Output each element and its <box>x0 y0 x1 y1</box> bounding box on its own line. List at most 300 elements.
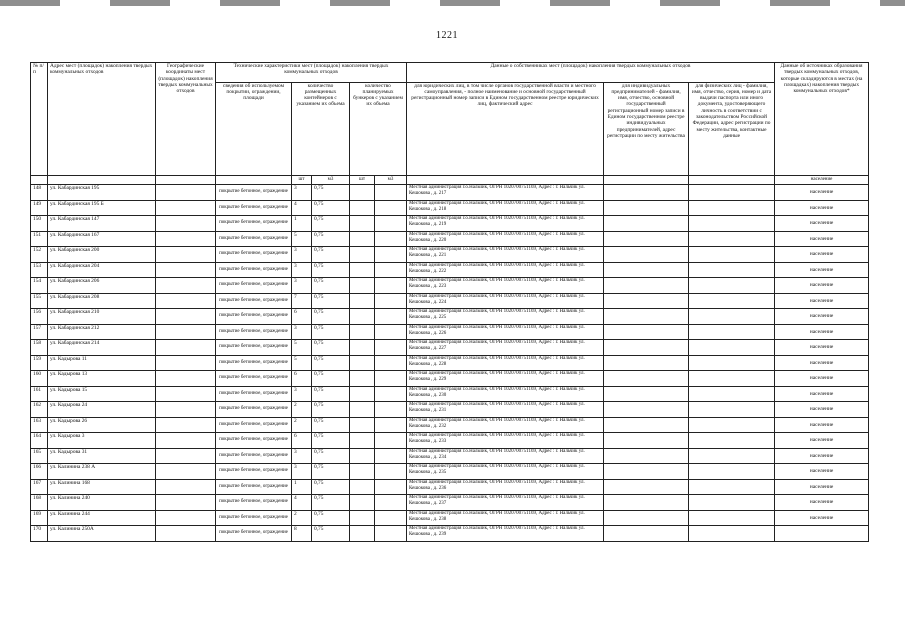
row-number: 162 <box>31 402 48 418</box>
row-owner-person <box>689 216 775 232</box>
row-planned-volume <box>375 526 407 542</box>
row-owner-legal: Местная администрация г.о.Нальчик, ОГРН 1020700751169, Адрес : г. Нальчик ул. Кешокова , д. 236 <box>407 479 604 495</box>
row-planned-count <box>350 247 375 263</box>
row-container-volume: 0,75 <box>312 200 350 216</box>
row-address: ул. Кадырова 13 <box>48 371 156 387</box>
row-owner-legal: Местная администрация г.о.Нальчик, ОГРН 1020700751169, Адрес : г. Нальчик ул. Кешокова , д. 229 <box>407 371 604 387</box>
row-geo <box>156 510 216 526</box>
row-surface: покрытие бетонное, ограждение <box>216 200 292 216</box>
row-container-volume: 0,75 <box>312 309 350 325</box>
row-container-count: 3 <box>292 324 312 340</box>
row-source <box>775 526 869 542</box>
row-geo <box>156 309 216 325</box>
header-tech-planned: количество планируемых бункеров с указанием их объема <box>350 82 407 175</box>
unit-placed-m3: м3 <box>312 176 350 185</box>
row-planned-count <box>350 371 375 387</box>
table-row <box>31 324 869 340</box>
row-geo <box>156 340 216 356</box>
row-owner-person <box>689 464 775 480</box>
row-source: население <box>775 433 869 449</box>
row-surface: покрытие бетонное, ограждение <box>216 433 292 449</box>
row-planned-count <box>350 355 375 371</box>
row-owner-ip <box>604 510 689 526</box>
row-owner-ip <box>604 433 689 449</box>
units-blank <box>689 176 775 185</box>
row-owner-person <box>689 386 775 402</box>
row-surface: покрытие бетонное, ограждение <box>216 340 292 356</box>
row-owner-legal: Местная администрация г.о.Нальчик, ОГРН 1020700751169, Адрес : г. Нальчик ул. Кешокова , д. 217 <box>407 185 604 201</box>
row-container-volume: 0,75 <box>312 355 350 371</box>
row-surface: покрытие бетонное, ограждение <box>216 216 292 232</box>
row-source: население <box>775 495 869 511</box>
row-container-volume: 0,75 <box>312 402 350 418</box>
row-owner-legal: Местная администрация г.о.Нальчик, ОГРН 1020700751169, Адрес : г. Нальчик ул. Кешокова , д. 225 <box>407 309 604 325</box>
table-row <box>31 247 869 263</box>
row-surface: покрытие бетонное, ограждение <box>216 185 292 201</box>
table-row <box>31 293 869 309</box>
row-source: население <box>775 448 869 464</box>
row-owner-person <box>689 200 775 216</box>
row-container-volume: 0,75 <box>312 526 350 542</box>
row-planned-volume <box>375 324 407 340</box>
row-number: 163 <box>31 417 48 433</box>
row-owner-ip <box>604 200 689 216</box>
units-blank <box>156 176 216 185</box>
row-source: население <box>775 278 869 294</box>
row-address: ул. Кабардинская 147 <box>48 216 156 232</box>
table-row <box>31 510 869 526</box>
row-container-volume: 0,75 <box>312 231 350 247</box>
row-owner-ip <box>604 278 689 294</box>
row-container-count: 1 <box>292 216 312 232</box>
row-container-count: 3 <box>292 247 312 263</box>
row-number: 166 <box>31 464 48 480</box>
table-row <box>31 479 869 495</box>
header-owner-person: для физических лиц - фамилия, имя, отчество, серия, номер и дата выдачи паспорта или иного документа, удостоверяющего личность в соответствии с законодательством Российской Федерации, адрес регистрации по месту жительства, контактные данные <box>689 82 775 175</box>
row-planned-count <box>350 324 375 340</box>
table-row <box>31 262 869 278</box>
row-owner-person <box>689 402 775 418</box>
row-source: население <box>775 231 869 247</box>
row-container-volume: 0,75 <box>312 262 350 278</box>
row-container-count: 4 <box>292 200 312 216</box>
row-planned-count <box>350 479 375 495</box>
table-row <box>31 417 869 433</box>
row-address: ул. Кабардинская 210 <box>48 309 156 325</box>
row-geo <box>156 402 216 418</box>
row-planned-count <box>350 278 375 294</box>
row-number: 150 <box>31 216 48 232</box>
row-number: 165 <box>31 448 48 464</box>
row-container-count: 2 <box>292 417 312 433</box>
row-owner-legal: Местная администрация г.о.Нальчик, ОГРН 1020700751169, Адрес : г. Нальчик ул. Кешокова , д. 218 <box>407 200 604 216</box>
row-container-count: 5 <box>292 355 312 371</box>
units-blank <box>407 176 604 185</box>
row-address: ул. Кабардинская 167 <box>48 231 156 247</box>
header-col-no: № п/п <box>31 63 48 176</box>
row-container-count: 6 <box>292 433 312 449</box>
row-address: ул. Кабардинская 204 <box>48 262 156 278</box>
row-source: население <box>775 386 869 402</box>
row-owner-ip <box>604 402 689 418</box>
row-surface: покрытие бетонное, ограждение <box>216 278 292 294</box>
row-owner-person <box>689 495 775 511</box>
units-blank <box>604 176 689 185</box>
row-source: население <box>775 216 869 232</box>
row-owner-legal: Местная администрация г.о.Нальчик, ОГРН 1020700751169, Адрес : г. Нальчик ул. Кешокова , д. 238 <box>407 510 604 526</box>
row-number: 154 <box>31 278 48 294</box>
table-row <box>31 278 869 294</box>
row-geo <box>156 355 216 371</box>
row-source: население <box>775 479 869 495</box>
row-planned-count <box>350 231 375 247</box>
row-surface: покрытие бетонное, ограждение <box>216 417 292 433</box>
row-owner-person <box>689 231 775 247</box>
row-planned-volume <box>375 293 407 309</box>
row-planned-count <box>350 464 375 480</box>
unit-planned-pcs: шт <box>350 176 375 185</box>
row-geo <box>156 324 216 340</box>
row-planned-volume <box>375 185 407 201</box>
row-surface: покрытие бетонное, ограждение <box>216 526 292 542</box>
row-container-volume: 0,75 <box>312 278 350 294</box>
row-source: население <box>775 324 869 340</box>
row-owner-person <box>689 185 775 201</box>
row-surface: покрытие бетонное, ограждение <box>216 355 292 371</box>
units-blank <box>48 176 156 185</box>
row-address: ул. Кадырова 31 <box>48 448 156 464</box>
row-owner-ip <box>604 371 689 387</box>
row-container-count: 6 <box>292 371 312 387</box>
table-header <box>31 63 869 185</box>
row-container-count: 6 <box>292 309 312 325</box>
table-row <box>31 526 869 542</box>
row-planned-volume <box>375 216 407 232</box>
row-planned-count <box>350 417 375 433</box>
row-source: население <box>775 262 869 278</box>
row-address: ул. Кабардинская 208 <box>48 293 156 309</box>
row-owner-legal: Местная администрация г.о.Нальчик, ОГРН 1020700751169, Адрес : г. Нальчик ул. Кешокова , д. 237 <box>407 495 604 511</box>
table-row <box>31 185 869 201</box>
row-surface: покрытие бетонное, ограждение <box>216 464 292 480</box>
row-address: ул. Кадырова 3 <box>48 433 156 449</box>
row-container-volume: 0,75 <box>312 495 350 511</box>
row-owner-person <box>689 479 775 495</box>
row-planned-volume <box>375 417 407 433</box>
row-number: 148 <box>31 185 48 201</box>
row-geo <box>156 293 216 309</box>
row-owner-ip <box>604 355 689 371</box>
row-surface: покрытие бетонное, ограждение <box>216 247 292 263</box>
row-planned-count <box>350 510 375 526</box>
row-owner-legal: Местная администрация г.о.Нальчик, ОГРН 1020700751169, Адрес : г. Нальчик ул. Кешокова , д. 231 <box>407 402 604 418</box>
row-planned-count <box>350 309 375 325</box>
row-source: население <box>775 200 869 216</box>
row-number: 170 <box>31 526 48 542</box>
row-owner-ip <box>604 247 689 263</box>
row-source: население <box>775 185 869 201</box>
table-row <box>31 355 869 371</box>
row-surface: покрытие бетонное, ограждение <box>216 448 292 464</box>
row-planned-volume <box>375 386 407 402</box>
row-owner-person <box>689 510 775 526</box>
row-address: ул. Кадырова 24 <box>48 402 156 418</box>
row-owner-person <box>689 526 775 542</box>
row-owner-person <box>689 417 775 433</box>
row-surface: покрытие бетонное, ограждение <box>216 495 292 511</box>
table-row <box>31 448 869 464</box>
row-number: 155 <box>31 293 48 309</box>
registry-table-sheet <box>30 62 868 542</box>
row-source: население <box>775 417 869 433</box>
row-owner-ip <box>604 231 689 247</box>
row-address: ул. Кадырова 26 <box>48 417 156 433</box>
row-owner-ip <box>604 448 689 464</box>
row-geo <box>156 386 216 402</box>
table-body <box>31 185 869 542</box>
row-owner-ip <box>604 185 689 201</box>
row-address: ул. Кадырова 15 <box>48 386 156 402</box>
row-number: 167 <box>31 479 48 495</box>
row-owner-legal: Местная администрация г.о.Нальчик, ОГРН 1020700751169, Адрес : г. Нальчик ул. Кешокова , д. 232 <box>407 417 604 433</box>
row-container-count: 8 <box>292 526 312 542</box>
row-planned-volume <box>375 448 407 464</box>
row-owner-ip <box>604 262 689 278</box>
row-owner-legal: Местная администрация г.о.Нальчик, ОГРН 1020700751169, Адрес : г. Нальчик ул. Кешокова , д. 220 <box>407 231 604 247</box>
row-address: ул. Кабардинская 195 Б <box>48 200 156 216</box>
table-row <box>31 464 869 480</box>
units-blank <box>216 176 292 185</box>
row-owner-person <box>689 355 775 371</box>
row-surface: покрытие бетонное, ограждение <box>216 510 292 526</box>
row-owner-ip <box>604 340 689 356</box>
row-address: ул. Калинина 244 <box>48 510 156 526</box>
row-container-count: 5 <box>292 231 312 247</box>
row-surface: покрытие бетонное, ограждение <box>216 293 292 309</box>
row-owner-person <box>689 247 775 263</box>
row-address: ул. Кабардинская 212 <box>48 324 156 340</box>
row-container-volume: 0,75 <box>312 510 350 526</box>
row-planned-volume <box>375 464 407 480</box>
row-owner-legal: Местная администрация г.о.Нальчик, ОГРН 1020700751169, Адрес : г. Нальчик ул. Кешокова , д. 222 <box>407 262 604 278</box>
row-number: 161 <box>31 386 48 402</box>
row-owner-person <box>689 340 775 356</box>
row-container-volume: 0,75 <box>312 324 350 340</box>
header-owner-legal: для юридических лиц, в том числе органов государственной власти и местного самоуправления, - полное наименование и основной государственный регистрационный номер записи в Едином государственном реестре юридических лиц, фактический адрес <box>407 82 604 175</box>
row-owner-person <box>689 278 775 294</box>
row-container-count: 7 <box>292 293 312 309</box>
row-container-volume: 0,75 <box>312 448 350 464</box>
row-number: 158 <box>31 340 48 356</box>
row-container-count: 2 <box>292 402 312 418</box>
scan-edge <box>0 0 905 6</box>
row-container-volume: 0,75 <box>312 464 350 480</box>
row-owner-ip <box>604 479 689 495</box>
row-owner-legal: Местная администрация г.о.Нальчик, ОГРН 1020700751169, Адрес : г. Нальчик ул. Кешокова , д. 228 <box>407 355 604 371</box>
unit-placed-pcs: шт <box>292 176 312 185</box>
row-geo <box>156 231 216 247</box>
row-planned-count <box>350 340 375 356</box>
row-planned-volume <box>375 355 407 371</box>
row-number: 157 <box>31 324 48 340</box>
row-container-volume: 0,75 <box>312 185 350 201</box>
row-planned-volume <box>375 309 407 325</box>
row-owner-legal: Местная администрация г.о.Нальчик, ОГРН 1020700751169, Адрес : г. Нальчик ул. Кешокова , д. 224 <box>407 293 604 309</box>
row-owner-ip <box>604 495 689 511</box>
row-planned-count <box>350 386 375 402</box>
row-source: население <box>775 309 869 325</box>
row-container-count: 3 <box>292 464 312 480</box>
row-surface: покрытие бетонное, ограждение <box>216 386 292 402</box>
header-col-tech: Технические характеристики мест (площадок) накопления твердых коммунальных отходов <box>216 63 407 83</box>
row-planned-count <box>350 185 375 201</box>
row-owner-legal: Местная администрация г.о.Нальчик, ОГРН 1020700751169, Адрес : г. Нальчик ул. Кешокова , д. 221 <box>407 247 604 263</box>
row-geo <box>156 200 216 216</box>
row-geo <box>156 371 216 387</box>
header-col-sources: Данные об источниках образования твердых коммунальных отходов, которые складируются в местах (на площадках) накопления твердых коммунальных отходов* <box>775 63 869 176</box>
row-container-volume: 0,75 <box>312 293 350 309</box>
row-number: 169 <box>31 510 48 526</box>
row-geo <box>156 479 216 495</box>
row-planned-volume <box>375 340 407 356</box>
row-container-volume: 0,75 <box>312 417 350 433</box>
row-planned-volume <box>375 433 407 449</box>
row-container-volume: 0,75 <box>312 479 350 495</box>
row-surface: покрытие бетонное, ограждение <box>216 479 292 495</box>
row-number: 152 <box>31 247 48 263</box>
row-planned-count <box>350 262 375 278</box>
row-container-count: 3 <box>292 278 312 294</box>
row-number: 159 <box>31 355 48 371</box>
row-geo <box>156 526 216 542</box>
row-surface: покрытие бетонное, ограждение <box>216 231 292 247</box>
table-row <box>31 371 869 387</box>
row-owner-person <box>689 448 775 464</box>
row-owner-ip <box>604 309 689 325</box>
row-planned-count <box>350 216 375 232</box>
row-source: население <box>775 371 869 387</box>
row-address: ул. Калинина 238 А <box>48 464 156 480</box>
row-number: 160 <box>31 371 48 387</box>
row-owner-legal: Местная администрация г.о.Нальчик, ОГРН 1020700751169, Адрес : г. Нальчик ул. Кешокова , д. 226 <box>407 324 604 340</box>
row-planned-count <box>350 448 375 464</box>
table-row <box>31 386 869 402</box>
header-col-owners: Данные о собственниках мест (площадок) накопления твердых коммунальных отходов <box>407 63 775 83</box>
row-owner-legal: Местная администрация г.о.Нальчик, ОГРН 1020700751169, Адрес : г. Нальчик ул. Кешокова , д. 234 <box>407 448 604 464</box>
header-owner-ip: для индивидуальных предпринимателей - фамилия, имя, отчество, основной государственный регистрационный номер записи в Едином государственном реестре индивидуальных предпринимателей, адрес регистрации по месту жительства <box>604 82 689 175</box>
row-owner-ip <box>604 464 689 480</box>
unit-planned-m3: м3 <box>375 176 407 185</box>
row-geo <box>156 495 216 511</box>
row-owner-ip <box>604 526 689 542</box>
row-owner-legal: Местная администрация г.о.Нальчик, ОГРН 1020700751169, Адрес : г. Нальчик ул. Кешокова , д. 223 <box>407 278 604 294</box>
row-container-volume: 0,75 <box>312 340 350 356</box>
row-geo <box>156 262 216 278</box>
row-planned-volume <box>375 371 407 387</box>
row-container-count: 3 <box>292 262 312 278</box>
row-planned-volume <box>375 278 407 294</box>
row-owner-legal: Местная администрация г.о.Нальчик, ОГРН 1020700751169, Адрес : г. Нальчик ул. Кешокова , д. 227 <box>407 340 604 356</box>
row-planned-volume <box>375 231 407 247</box>
row-surface: покрытие бетонное, ограждение <box>216 309 292 325</box>
row-planned-volume <box>375 402 407 418</box>
row-address: ул. Кабардинская 195 <box>48 185 156 201</box>
row-address: ул. Кадырова 11 <box>48 355 156 371</box>
row-planned-volume <box>375 510 407 526</box>
row-source: население <box>775 340 869 356</box>
row-surface: покрытие бетонное, ограждение <box>216 402 292 418</box>
row-source: население <box>775 355 869 371</box>
header-tech-surface: сведения об используемом покрытии, ограждении, площади <box>216 82 292 175</box>
row-owner-legal: Местная администрация г.о.Нальчик, ОГРН 1020700751169, Адрес : г. Нальчик ул. Кешокова , д. 219 <box>407 216 604 232</box>
row-owner-person <box>689 293 775 309</box>
row-owner-person <box>689 371 775 387</box>
page-number: 1221 <box>436 30 458 41</box>
row-address: ул. Калинина 168 <box>48 479 156 495</box>
row-address: ул. Кабардинская 200 <box>48 247 156 263</box>
row-owner-ip <box>604 417 689 433</box>
header-tech-placed: количество размещенных контейнеров с указанием их объема <box>292 82 350 175</box>
first-row-source: население <box>775 176 869 185</box>
header-col-address: Адрес мест (площадок) накопления твердых коммунальных отходов <box>48 63 156 176</box>
row-geo <box>156 417 216 433</box>
row-geo <box>156 278 216 294</box>
row-number: 149 <box>31 200 48 216</box>
header-col-geo: Географические координаты мест (площадок) накопления твердых коммунальных отходов <box>156 63 216 176</box>
row-address: ул. Калинина 250А <box>48 526 156 542</box>
row-container-count: 2 <box>292 510 312 526</box>
row-container-volume: 0,75 <box>312 386 350 402</box>
row-planned-volume <box>375 247 407 263</box>
row-number: 153 <box>31 262 48 278</box>
row-planned-volume <box>375 200 407 216</box>
row-planned-count <box>350 433 375 449</box>
row-planned-count <box>350 200 375 216</box>
row-number: 168 <box>31 495 48 511</box>
row-owner-legal: Местная администрация г.о.Нальчик, ОГРН 1020700751169, Адрес : г. Нальчик ул. Кешокова , д. 233 <box>407 433 604 449</box>
row-planned-count <box>350 293 375 309</box>
registry-table <box>30 62 869 542</box>
table-row <box>31 495 869 511</box>
row-planned-volume <box>375 495 407 511</box>
row-number: 151 <box>31 231 48 247</box>
row-surface: покрытие бетонное, ограждение <box>216 262 292 278</box>
units-blank <box>31 176 48 185</box>
row-container-count: 1 <box>292 479 312 495</box>
row-number: 164 <box>31 433 48 449</box>
row-container-volume: 0,75 <box>312 371 350 387</box>
row-owner-legal: Местная администрация г.о.Нальчик, ОГРН 1020700751169, Адрес : г. Нальчик ул. Кешокова , д. 235 <box>407 464 604 480</box>
table-row <box>31 231 869 247</box>
row-geo <box>156 185 216 201</box>
table-row <box>31 200 869 216</box>
table-row <box>31 216 869 232</box>
row-container-count: 3 <box>292 448 312 464</box>
row-geo <box>156 464 216 480</box>
row-owner-legal: Местная администрация г.о.Нальчик, ОГРН 1020700751169, Адрес : г. Нальчик ул. Кешокова , д. 239 <box>407 526 604 542</box>
row-owner-person <box>689 324 775 340</box>
row-source: население <box>775 293 869 309</box>
row-source: население <box>775 464 869 480</box>
row-owner-ip <box>604 324 689 340</box>
row-planned-count <box>350 402 375 418</box>
row-owner-legal: Местная администрация г.о.Нальчик, ОГРН 1020700751169, Адрес : г. Нальчик ул. Кешокова , д. 230 <box>407 386 604 402</box>
table-row <box>31 340 869 356</box>
row-geo <box>156 247 216 263</box>
row-planned-volume <box>375 262 407 278</box>
row-geo <box>156 448 216 464</box>
row-container-count: 3 <box>292 185 312 201</box>
